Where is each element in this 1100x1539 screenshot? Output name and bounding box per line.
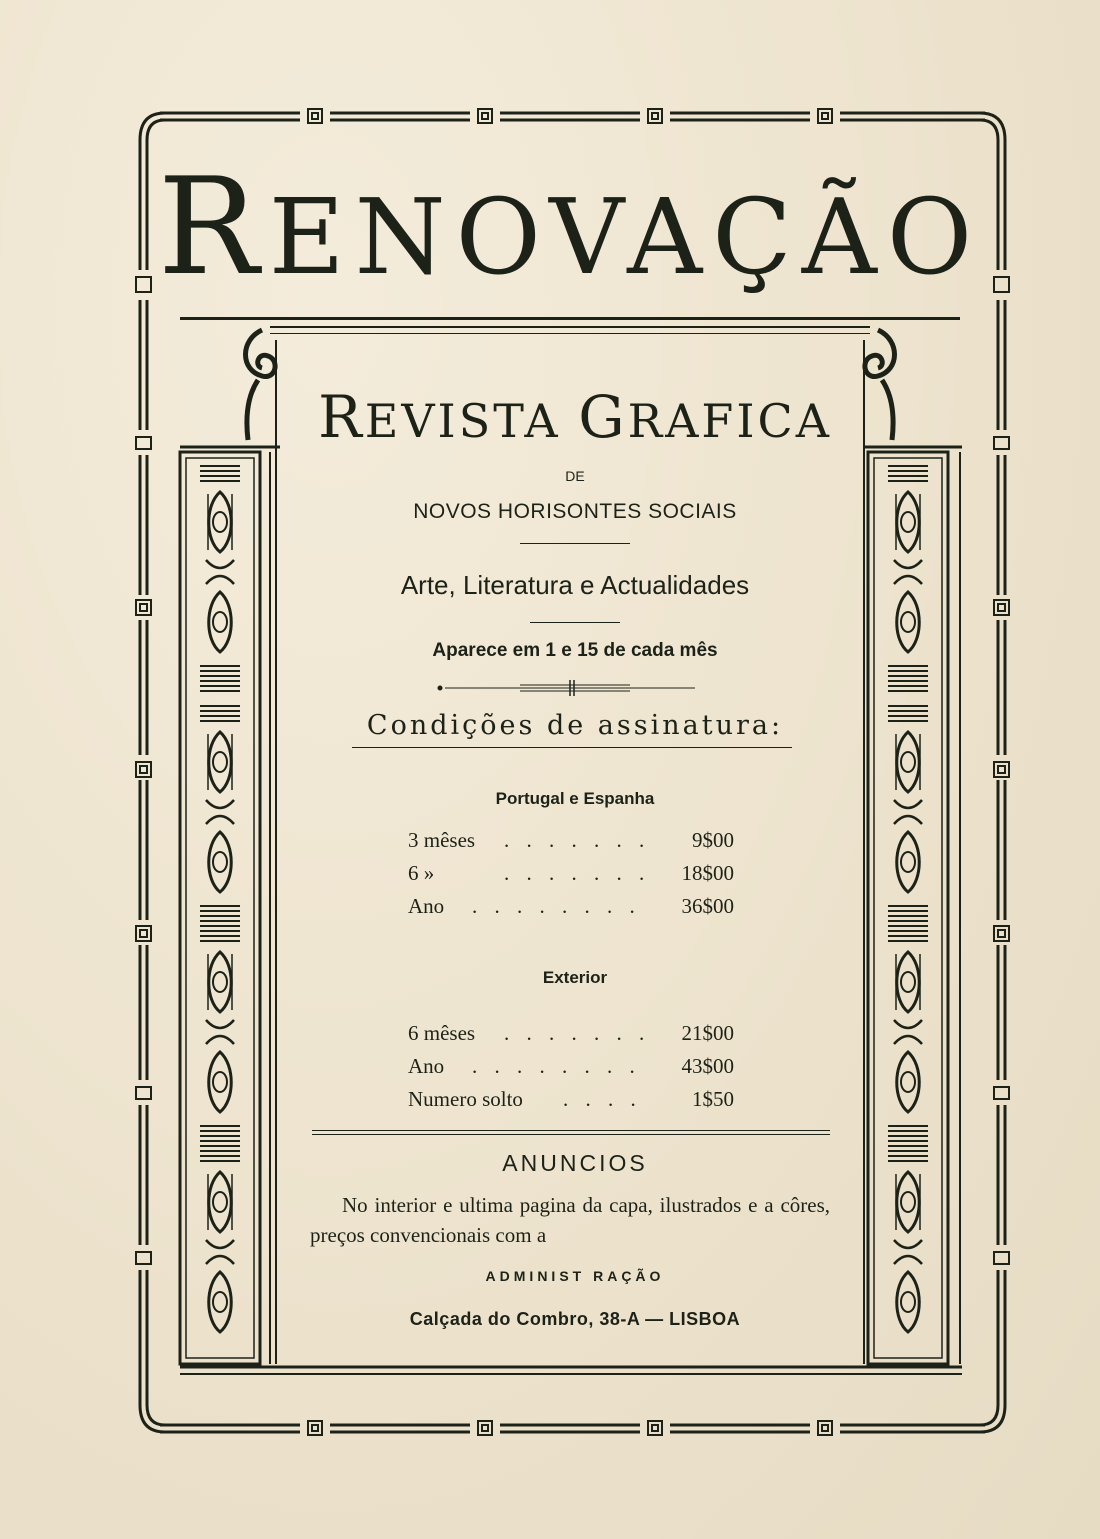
ads-rule-bottom xyxy=(312,1134,830,1135)
price-leader: . . . . xyxy=(563,1087,642,1111)
frequency: Aparece em 1 e 15 de cada mês xyxy=(432,640,718,661)
price-amount: 21$00 xyxy=(681,1021,734,1045)
price-leader: . . . . . . . . xyxy=(472,894,641,918)
price-row xyxy=(408,1020,734,1046)
divider-ornament xyxy=(0,680,1100,700)
tagline-rule xyxy=(520,543,630,544)
tagline: NOVOS HORISONTES SOCIAIS xyxy=(413,500,737,523)
price-leader: . . . . . . . xyxy=(504,1021,651,1045)
subtitle-initial-2: G xyxy=(578,383,628,451)
topics-rule xyxy=(530,622,620,623)
price-label: 3 mêses xyxy=(408,828,476,852)
title-initial: R xyxy=(157,149,269,305)
price-label: 6 mêses xyxy=(408,1021,476,1045)
price-amount: 18$00 xyxy=(681,861,734,885)
subtitle-rest-2: RAFICA xyxy=(627,394,832,448)
subtitle-de: DE xyxy=(565,468,585,484)
administration-label: ADMINIST RAÇÃO xyxy=(485,1268,665,1284)
price-leader: . . . . . . . xyxy=(504,828,651,852)
price-row xyxy=(408,1053,734,1079)
price-label: 6 » xyxy=(408,861,435,885)
price-row xyxy=(408,1086,734,1112)
ads-heading: ANUNCIOS xyxy=(502,1150,648,1176)
price-label: Numero solto xyxy=(408,1087,523,1111)
subtitle-initial-1: R xyxy=(318,383,365,451)
price-amount: 9$00 xyxy=(692,828,734,852)
price-amount: 1$50 xyxy=(692,1087,734,1111)
price-row xyxy=(408,827,734,853)
price-label: Ano xyxy=(408,894,445,918)
price-label: Ano xyxy=(408,1054,445,1078)
subtitle-rest-1: EVISTA xyxy=(364,394,561,448)
portugal-heading: Portugal e Espanha xyxy=(495,789,655,808)
price-row xyxy=(408,860,734,886)
address: Calçada do Combro, 38-A — LISBOA xyxy=(409,1309,741,1329)
price-amount: 43$00 xyxy=(681,1054,734,1078)
price-leader: . . . . . . . xyxy=(504,861,651,885)
exterior-heading: Exterior xyxy=(542,968,608,987)
price-leader: . . . . . . . . xyxy=(472,1054,641,1078)
price-row xyxy=(408,893,734,919)
subscription-heading-rule xyxy=(352,747,792,748)
price-amount: 36$00 xyxy=(681,894,734,918)
topics: Arte, Literatura e Actualidades xyxy=(400,570,750,600)
magazine-subtitle xyxy=(280,383,870,451)
ads-rule-top xyxy=(312,1130,830,1131)
ads-text: No interior e ultima pagina da capa, ilustrados e a côres, preços convencionais com a xyxy=(310,1193,830,1247)
subscription-heading: Condições de assinatura: xyxy=(366,710,784,741)
title-rest: ENOVAÇÃO xyxy=(268,176,983,298)
